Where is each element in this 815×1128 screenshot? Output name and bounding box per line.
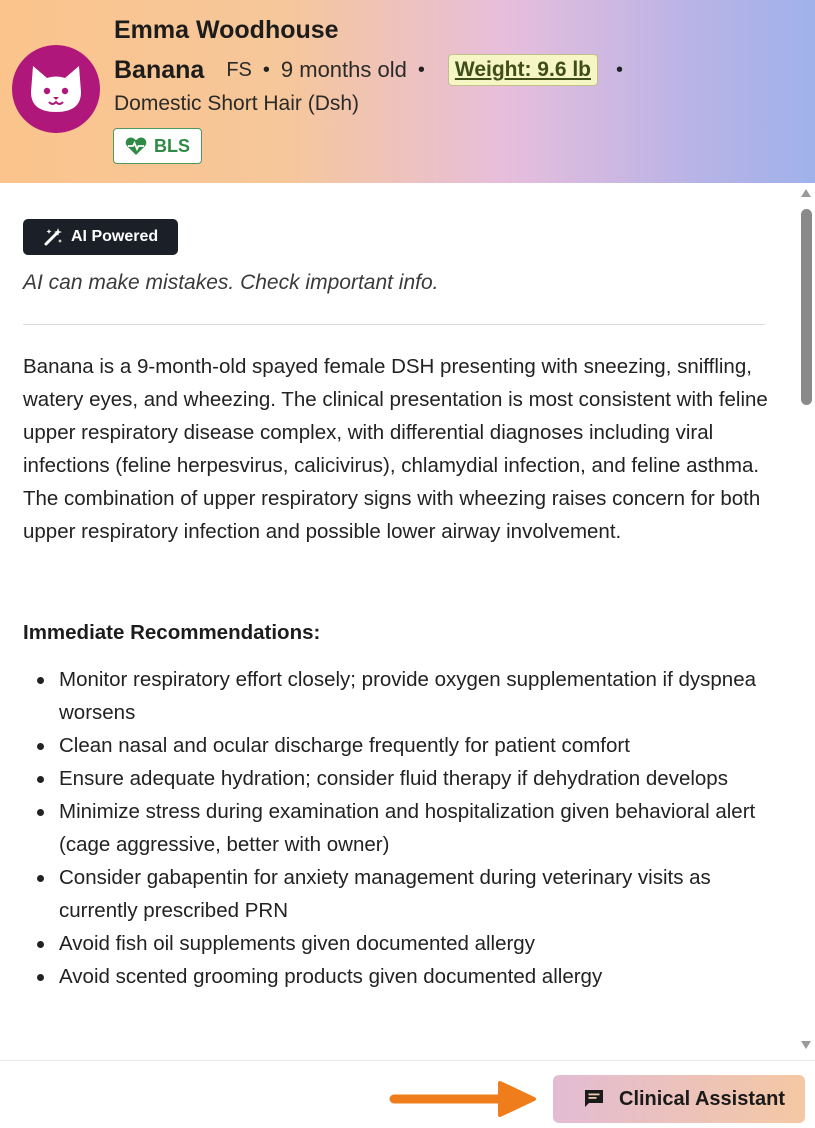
clinical-assistant-label: Clinical Assistant [619,1087,785,1110]
pet-name: Banana [114,55,205,84]
scrollbar-thumb[interactable] [801,209,812,405]
scroll-up-arrow-icon[interactable] [801,189,811,197]
list-item: Minimize stress during examination and hospitalization given behavioral alert (cage aggressive, better with owner) [23,795,768,861]
cat-face-icon [27,62,85,116]
owner-name: Emma Woodhouse [114,16,339,44]
separator-dot: • [262,58,270,81]
pet-age: 9 months old [280,57,407,82]
bls-label: BLS [154,135,190,156]
weight-link[interactable]: Weight: 9.6 lb [448,54,598,86]
ai-powered-label: AI Powered [71,228,159,245]
clinical-assistant-button[interactable] [553,1075,805,1123]
list-item: Consider gabapentin for anxiety management during veterinary visits as currently prescribed PRN [23,861,768,927]
list-item: Avoid fish oil supplements given documented allergy [23,927,768,960]
patient-header [0,0,815,183]
pet-info-row [114,52,623,88]
divider [23,324,765,325]
pet-avatar [12,45,100,133]
scrollbar[interactable] [798,183,815,1060]
recommendations-list [23,663,768,993]
pet-sex: FS [226,58,252,81]
separator-dot: • [417,58,425,81]
list-item: Monitor respiratory effort closely; provide oxygen supplementation if dyspnea worsens [23,663,768,729]
recommendations-heading: Immediate Recommendations: [23,621,321,644]
bls-badge[interactable] [113,128,202,164]
orange-arrow-icon [388,1075,540,1123]
chat-bubble-icon [583,1088,605,1110]
list-item: Ensure adequate hydration; consider fluid therapy if dehydration develops [23,762,768,795]
heart-pulse-icon [125,136,147,156]
ai-summary-panel [0,183,798,1060]
footer-bar [0,1060,815,1128]
pet-breed: Domestic Short Hair (Dsh) [114,92,360,115]
clinical-summary: Banana is a 9-month-old spayed female DSH presenting with sneezing, sniffling, watery eyes, and wheezing. The clinical presentation is most consistent with feline upper respiratory disease complex, with differential diagnoses including viral infections (feline herpesvirus, calicivirus), chlamydial infection, and feline asthma. The combination of upper respiratory signs with wheezing raises concern for both upper respiratory infection and possible lower airway involvement. [23,355,768,543]
magic-wand-icon [43,227,63,247]
ai-powered-badge [23,219,178,255]
list-item: Clean nasal and ocular discharge frequently for patient comfort [23,729,768,762]
ai-disclaimer: AI can make mistakes. Check important info. [23,271,439,294]
scroll-down-arrow-icon[interactable] [801,1041,811,1049]
list-item: Avoid scented grooming products given documented allergy [23,960,768,993]
separator-dot: • [616,58,624,81]
